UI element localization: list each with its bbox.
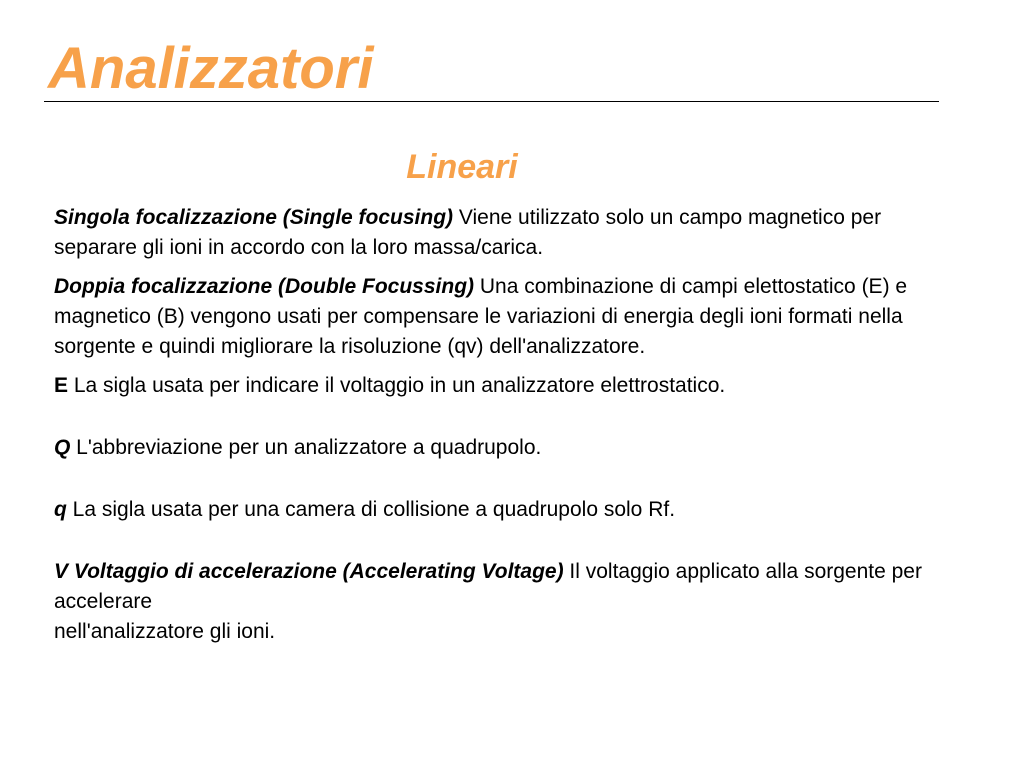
definition-text-continued: nell'analizzatore gli ioni. — [54, 620, 276, 643]
definition-text: La sigla usata per una camera di collisione a quadrupolo solo Rf. — [66, 498, 676, 521]
slide-title: Analizzatori — [48, 36, 374, 101]
definition-double-focusing — [54, 272, 969, 362]
definition-v — [54, 557, 969, 647]
definition-text: Una combinazione di campi elettostatico (E) e magnetico (B) vengono usati per compensare le variazioni di energia degli ioni formati nella sorgente e quindi migliorare la risoluzione (qv) dell'analizzatore. — [54, 275, 908, 358]
definition-text: La sigla usata per indicare il voltaggio in un analizzatore elettrostatico. — [68, 374, 726, 397]
definition-q-lower — [54, 495, 969, 525]
definitions-list — [54, 203, 969, 647]
definition-term: Singola focalizzazione (Single focusing) — [54, 206, 454, 229]
definition-text: Il voltaggio applicato alla sorgente per accelerare — [54, 560, 922, 613]
definition-term: q — [54, 498, 67, 521]
definition-term: E — [54, 374, 69, 397]
definition-text: L'abbreviazione per un analizzatore a quadrupolo. — [70, 436, 542, 459]
slide-subtitle: Lineari — [406, 148, 518, 186]
definition-term: V Voltaggio di accelerazione (Accelerating Voltage) — [54, 560, 564, 583]
definition-text: Viene utilizzato solo un campo magnetico per separare gli ioni in accordo con la loro massa/carica. — [54, 206, 882, 259]
definition-q-upper — [54, 433, 969, 463]
definition-e — [54, 371, 969, 401]
definition-term: Q — [54, 436, 71, 459]
definition-term: Doppia focalizzazione (Double Focussing) — [54, 275, 475, 298]
title-divider — [44, 101, 939, 102]
definition-single-focusing — [54, 203, 969, 263]
